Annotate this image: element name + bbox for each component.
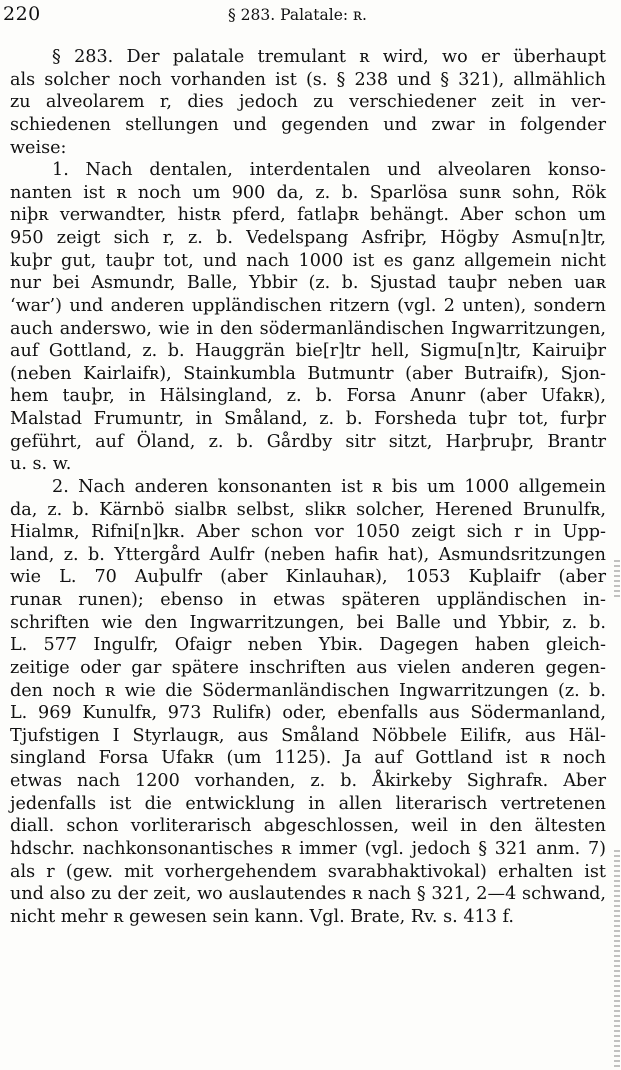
text-line: nur bei Asmundr, Balle, Ybbir (z. b. Sjustad tauþr neben uaʀ [10, 273, 606, 294]
text-line: nanten ist ʀ noch um 900 da, z. b. Sparlösa sunʀ sohn, Rök [10, 182, 606, 203]
text-line: als r (gew. mit vorhergehendem svarabhaktivokal) erhalten ist [10, 861, 606, 882]
text-line: hem tauþr, in Hälsingland, z. b. Forsa Anunr (aber Ufakʀ), [10, 386, 606, 407]
text-line: L. 577 Ingulfr, Ofaigr neben Ybiʀ. Dagegen haben gleich- [10, 635, 606, 656]
text-line: land, z. b. Yttergård Aulfr (neben hafiʀ hat), Asmundsritzungen [10, 544, 606, 565]
text-line: auf Gottland, z. b. Hauggrän bie[r]tr hell, Sigmu[n]tr, Kairuiþr [10, 341, 606, 362]
page-header [0, 3, 621, 31]
text-line: nicht mehr ʀ gewesen sein kann. Vgl. Brate, Rv. s. 413 f. [10, 906, 514, 927]
text-line: Hialmʀ, Rifni[n]kʀ. Aber schon vor 1050 zeigt sich r in Upp- [10, 522, 606, 543]
body-text [10, 46, 606, 928]
text-line: und also zu der zeit, wo auslautendes ʀ nach § 321, 2—4 schwand, [10, 884, 606, 905]
scan-edge-noise [614, 850, 620, 1070]
text-line: zeitige oder gar spätere inschriften aus vielen anderen gegen- [10, 657, 606, 678]
scan-edge-noise [614, 560, 620, 600]
text-line: schriften wie den Ingwarritzungen, bei Balle und Ybbir, z. b. [10, 612, 606, 633]
text-line: u. s. w. [10, 454, 72, 475]
text-line: auch anderswo, wie in den södermanländischen Ingwarritzungen, [10, 318, 606, 339]
text-line: 1. Nach dentalen, interdentalen und alveolaren konso- [52, 160, 606, 181]
text-line: ‘war’) und anderen uppländischen ritzern (vgl. 2 unten), sondern [10, 295, 606, 316]
text-line: runaʀ runen); ebenso in etwas späteren uppländischen in- [10, 590, 606, 610]
text-line: Malstad Frumuntr, in Småland, z. b. Forsheda tuþr tot, furþr [10, 409, 606, 429]
text-line: 2. Nach anderen konsonanten ist ʀ bis um 1000 allgemein [52, 476, 606, 497]
text-line: zu alveolarem r, dies jedoch zu verschiedener zeit in ver- [10, 92, 606, 113]
page-number: 220 [3, 3, 41, 25]
text-line: § 283. Der palatale tremulant ʀ wird, wo er überhaupt [52, 47, 606, 67]
running-title: § 283. Palatale: ʀ. [228, 6, 367, 24]
text-line: kuþr gut, tauþr tot, und nach 1000 ist es ganz allgemein nicht [10, 250, 606, 271]
text-line: da, z. b. Kärnbö sialbʀ selbst, slikʀ solcher, Herened Brunulfʀ, [10, 499, 606, 520]
text-line: geführt, auf Öland, z. b. Gårdby sitr sitzt, Harþruþr, Brantr [10, 431, 606, 452]
text-line: singland Forsa Ufakʀ (um 1125). Ja auf Gottland ist ʀ noch [10, 748, 606, 769]
text-line: wie L. 70 Auþulfr (aber Kinlauhaʀ), 1053 Kuþlaifr (aber [10, 567, 606, 588]
text-line: schiedenen stellungen und gegenden und zwar in folgender [10, 114, 606, 135]
text-line: Tjufstigen I Styrlaugʀ, aus Småland Nöbbele Eilifʀ, aus Häl- [10, 725, 606, 746]
text-line: weise: [10, 137, 67, 158]
text-line: niþʀ verwandter, histʀ pferd, fatlaþʀ behängt. Aber schon um [10, 205, 606, 226]
text-line: (neben Kairlaifʀ), Stainkumbla Butmuntr (aber Butraifʀ), Sjon- [10, 363, 606, 384]
text-line: hdschr. nachkonsonantisches ʀ immer (vgl. jedoch § 321 anm. 7) [10, 838, 606, 859]
text-line: jedenfalls ist die entwicklung in allen literarisch vertretenen [10, 793, 606, 814]
text-line: diall. schon vorliterarisch abgeschlossen, weil in den ältesten [10, 816, 606, 837]
text-line: L. 969 Kunulfʀ, 973 Rulifʀ) oder, ebenfalls aus Södermanland, [10, 703, 606, 724]
text-line: den noch ʀ wie die Södermanländischen Ingwarritzungen (z. b. [10, 680, 606, 701]
text-line: 950 zeigt sich r, z. b. Vedelspang Asfriþr, Högby Asmu[n]tr, [10, 228, 606, 248]
text-line: etwas nach 1200 vorhanden, z. b. Åkirkeby Sighrafʀ. Aber [10, 771, 606, 791]
text-line: als solcher noch vorhanden ist (s. § 238 und § 321), allmählich [10, 69, 606, 90]
